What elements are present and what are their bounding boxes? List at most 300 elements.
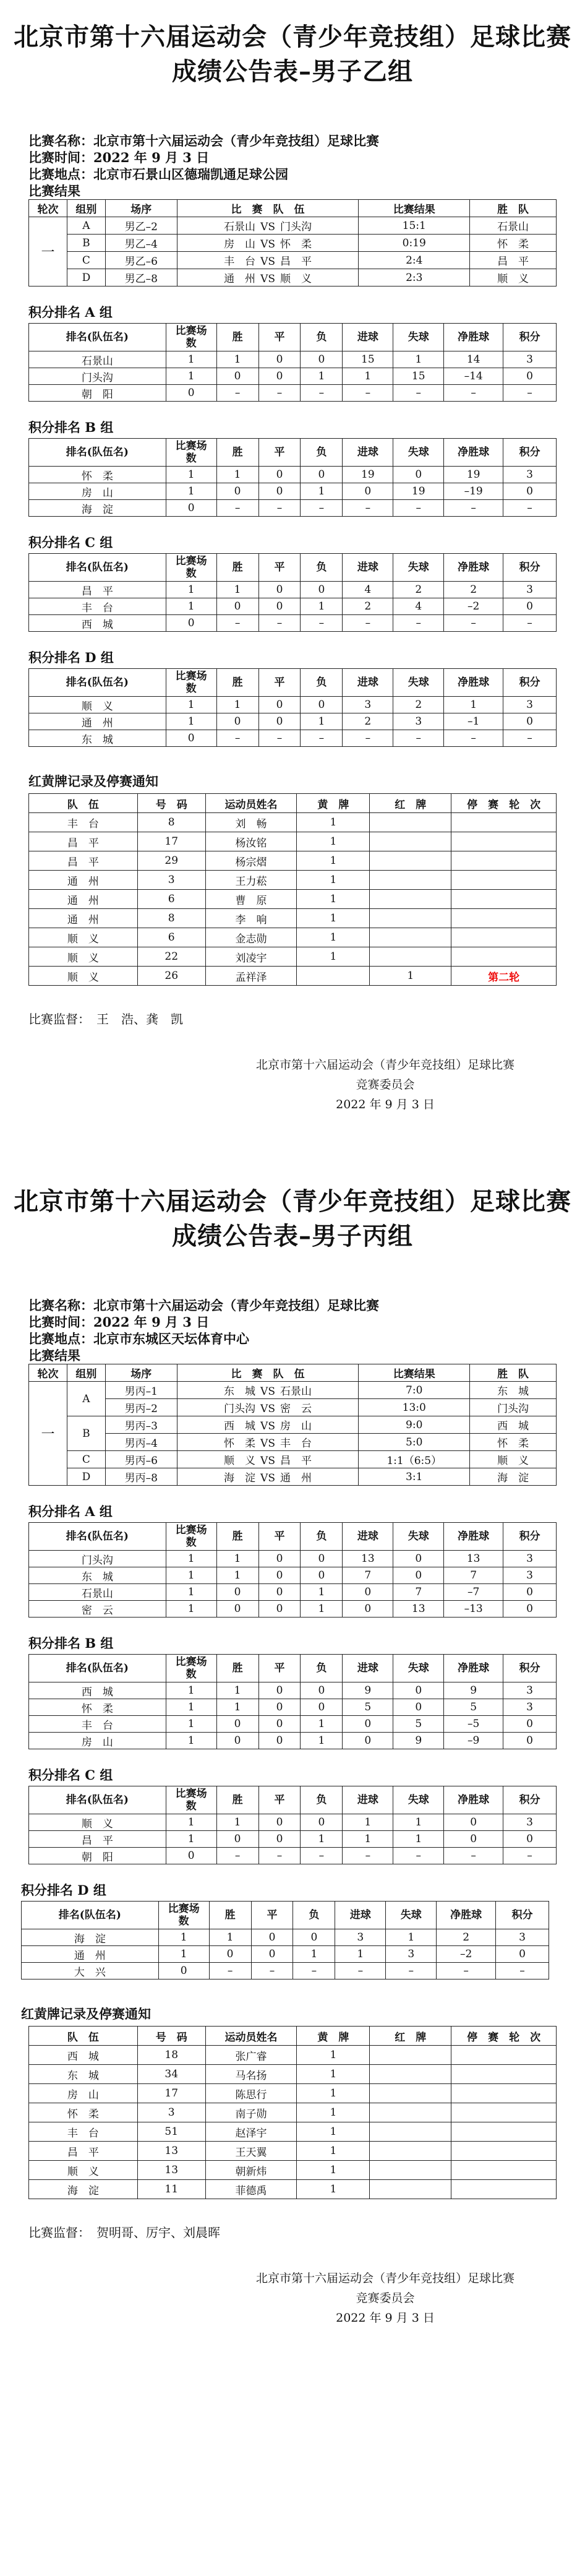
card-cell: 1 [297, 2065, 370, 2084]
standings-table [21, 1901, 549, 1979]
standings-cell: –9 [444, 1733, 503, 1749]
suspension-cell [451, 2180, 557, 2199]
results-col-header: 比 赛 队 伍 [177, 200, 359, 217]
match-name [0, 1297, 585, 1314]
card-cell: 昌 平 [29, 2142, 138, 2161]
standings-cell: 3 [393, 713, 444, 730]
table-row [22, 1946, 549, 1963]
table-row [29, 385, 557, 402]
winner-cell: 怀 柔 [470, 235, 557, 252]
vs-label: VS [260, 1437, 275, 1450]
suspension-cell [451, 909, 557, 928]
table-row [29, 1434, 557, 1451]
match-time [0, 149, 585, 166]
standings-cell: – [258, 1848, 301, 1864]
standings-cell: 0 [258, 1814, 301, 1831]
winner-cell: 门头沟 [470, 1399, 557, 1416]
standings-col-header: 排名(队伍名) [29, 1786, 166, 1814]
standings-col-header: 净胜球 [444, 1786, 503, 1814]
standings-cell: 0 [166, 1848, 216, 1864]
standings-cell: 1 [166, 483, 216, 500]
card-header: 红黄牌记录及停赛通知 [28, 773, 158, 789]
standings-group-title: 积分排名 D 组 [28, 650, 114, 665]
standings-cell: 1 [301, 713, 343, 730]
standings-cell: – [496, 1963, 549, 1979]
card-cell: 丰 台 [29, 2122, 138, 2142]
standings-cell: – [503, 615, 557, 632]
results-header-row [29, 1364, 557, 1382]
standings-cell: 0 [258, 598, 301, 615]
winner-cell: 顺 义 [470, 269, 557, 286]
standings-cell: 0 [393, 1551, 444, 1567]
card-cell: 1 [297, 947, 370, 967]
card-cell [370, 909, 451, 928]
table-row [29, 368, 557, 385]
score-cell: 0:19 [359, 235, 470, 252]
standings-cell: 1 [216, 1567, 258, 1584]
table-row [29, 598, 557, 615]
standings-group-title: 积分排名 C 组 [28, 535, 113, 550]
standings-col-header: 失球 [393, 1655, 444, 1682]
standings-cell: 0 [166, 385, 216, 402]
standings-cell: 19 [444, 467, 503, 483]
standings-col-header: 排名(队伍名) [29, 554, 166, 582]
teams-cell [177, 235, 359, 252]
standings-cell: – [393, 385, 444, 402]
table-row [29, 467, 557, 483]
standings-col-header: 失球 [393, 439, 444, 467]
standings-col-header: 排名(队伍名) [29, 1523, 166, 1551]
teams-cell [177, 1416, 359, 1434]
group-cell: D [67, 1468, 105, 1486]
suspension-cell [451, 2122, 557, 2142]
table-row [29, 1468, 557, 1486]
standings-cell: 15 [343, 351, 393, 368]
table-row [29, 713, 557, 730]
standings-cell: 3 [503, 1814, 557, 1831]
card-cell: 王天翼 [205, 2142, 297, 2161]
match-place-label: 比赛地点： [28, 1331, 93, 1346]
table-row [29, 947, 557, 967]
standings-cell: 1 [216, 697, 258, 713]
standings-cell: 西 城 [29, 1682, 166, 1699]
standings-cell: 石景山 [29, 351, 166, 368]
card-cell [370, 832, 451, 851]
card-col-header: 号 码 [137, 794, 205, 813]
card-col-header: 黄 牌 [297, 2027, 370, 2046]
table-row [29, 235, 557, 252]
table-row [29, 2122, 557, 2142]
card-cell: 顺 义 [29, 967, 138, 986]
table-row [29, 1567, 557, 1584]
table-row [22, 1963, 549, 1979]
suspension-cell [451, 2065, 557, 2084]
standings-table [28, 1654, 557, 1749]
standings-cell: – [444, 615, 503, 632]
standings-cell: 0 [301, 351, 343, 368]
standings-cell: – [503, 385, 557, 402]
standings-cell: 西 城 [29, 615, 166, 632]
team-b: 顺 义 [280, 273, 312, 285]
card-cell [370, 2084, 451, 2103]
card-cell: 陈思行 [205, 2084, 297, 2103]
standings-cell: – [301, 500, 343, 517]
standings-col-header: 净胜球 [444, 1655, 503, 1682]
suspension-cell [451, 2084, 557, 2103]
standings-cell: 2 [343, 713, 393, 730]
standings-cell: 1 [216, 1814, 258, 1831]
standings-col-header: 进球 [343, 324, 393, 351]
standings-col-header: 进球 [343, 554, 393, 582]
standings-group-title: 积分排名 A 组 [28, 304, 113, 320]
team-a: 怀 柔 [224, 1437, 256, 1450]
standings-col-header: 胜 [216, 1786, 258, 1814]
title-line-2: 成绩公告表–男子乙组 [172, 57, 413, 86]
standings-cell: 2 [437, 1929, 496, 1946]
standings-col-header: 积分 [503, 439, 557, 467]
standings-col-header: 比赛场数 [166, 1655, 216, 1682]
section-boys-c [0, 1163, 585, 2574]
standings-cell: 5 [393, 1716, 444, 1733]
card-table [28, 2026, 557, 2199]
standings-cell: 1 [158, 1946, 209, 1963]
vs-label: VS [260, 1420, 275, 1432]
standings-col-header: 比赛场数 [158, 1902, 209, 1929]
standings-cell: 0 [258, 1733, 301, 1749]
card-cell: 29 [137, 851, 205, 871]
standings-cell: 1 [166, 1831, 216, 1848]
table-row [29, 2103, 557, 2122]
team-a: 房 山 [224, 238, 256, 251]
team-a: 顺 义 [224, 1455, 256, 1467]
team-b: 昌 平 [280, 1455, 312, 1467]
seq-cell: 男乙–4 [105, 235, 177, 252]
standings-cell: 0 [166, 500, 216, 517]
score-cell: 3:1 [359, 1468, 470, 1486]
suspension-cell [451, 928, 557, 947]
standings-cell: 3 [503, 351, 557, 368]
results-col-header: 场序 [105, 1364, 177, 1382]
standings-cell: 0 [258, 467, 301, 483]
winner-cell: 石景山 [470, 217, 557, 235]
standings-cell: –7 [444, 1584, 503, 1601]
card-cell: 51 [137, 2122, 205, 2142]
footer-org: 北京市第十六届运动会（青少年竞技组）足球比赛 [255, 2272, 515, 2285]
standings-col-header: 失球 [393, 669, 444, 697]
standings-cell: 1 [166, 1584, 216, 1601]
standings-cell: 5 [343, 1699, 393, 1716]
standings-cell: 0 [393, 1682, 444, 1699]
card-col-header: 红 牌 [370, 794, 451, 813]
table-row [29, 730, 557, 747]
standings-table [28, 1522, 557, 1618]
standings-group-title: 积分排名 B 组 [28, 1635, 114, 1651]
standings-cell: – [444, 730, 503, 747]
standings-cell: 1 [301, 1716, 343, 1733]
standings-cell: 0 [503, 1601, 557, 1618]
score-cell: 2:4 [359, 252, 470, 269]
standings-cell: – [343, 730, 393, 747]
standings-cell: –14 [444, 368, 503, 385]
standings-cell: 0 [503, 1716, 557, 1733]
standings-cell: 19 [343, 467, 393, 483]
table-row [29, 2065, 557, 2084]
standings-cell: 0 [158, 1963, 209, 1979]
footer-date: 2022 年 9 月 3 日 [336, 1098, 435, 1111]
standings-col-header: 胜 [216, 554, 258, 582]
card-cell [370, 2161, 451, 2180]
standings-cell: 1 [444, 697, 503, 713]
group-cell: C [67, 1451, 105, 1468]
standings-cell: 0 [258, 1716, 301, 1733]
standings-cell: 0 [503, 598, 557, 615]
standings-cell: 1 [301, 1831, 343, 1848]
winner-cell: 东 城 [470, 1382, 557, 1399]
vs-label: VS [260, 221, 275, 233]
card-cell: 1 [297, 2142, 370, 2161]
card-cell [370, 871, 451, 890]
standings-cell: 0 [258, 582, 301, 598]
vs-label: VS [260, 273, 275, 285]
standings-col-header: 胜 [216, 324, 258, 351]
table-row [29, 890, 557, 909]
standings-cell: 1 [166, 1733, 216, 1749]
standings-col-header: 负 [301, 324, 343, 351]
standings-table [28, 323, 557, 402]
standings-cell: 1 [301, 598, 343, 615]
standings-cell: 1 [216, 1699, 258, 1716]
standings-col-header: 负 [301, 439, 343, 467]
match-name-value: 北京市第十六届运动会（青少年竞技组）足球比赛 [93, 133, 379, 149]
standings-cell: 0 [216, 1584, 258, 1601]
card-cell: 杨宗熠 [205, 851, 297, 871]
standings-cell: 0 [258, 1601, 301, 1618]
winner-cell: 昌 平 [470, 252, 557, 269]
card-col-header: 队 伍 [29, 2027, 138, 2046]
card-cell: 1 [297, 2046, 370, 2065]
card-cell: 房 山 [29, 2084, 138, 2103]
standings-cell: 1 [166, 1567, 216, 1584]
standings-cell: – [343, 615, 393, 632]
group-cell: C [67, 252, 105, 269]
score-cell: 7:0 [359, 1382, 470, 1399]
standings-col-header: 胜 [216, 1655, 258, 1682]
vs-label: VS [260, 1403, 275, 1415]
seq-cell: 男丙–6 [105, 1451, 177, 1468]
standings-cell: 9 [343, 1682, 393, 1699]
card-cell: 1 [297, 2084, 370, 2103]
standings-col-header: 排名(队伍名) [29, 1655, 166, 1682]
team-a: 丰 台 [224, 256, 256, 268]
card-cell: 1 [297, 2122, 370, 2142]
match-name-value: 北京市第十六届运动会（青少年竞技组）足球比赛 [93, 1298, 379, 1313]
standings-col-header: 比赛场数 [166, 669, 216, 697]
standings-col-header: 积分 [496, 1902, 549, 1929]
standings-col-header: 失球 [393, 1786, 444, 1814]
standings-cell: 丰 台 [29, 1716, 166, 1733]
score-cell: 1:1（6:5） [359, 1451, 470, 1468]
standings-cell: – [343, 500, 393, 517]
table-row [29, 615, 557, 632]
standings-cell: 0 [393, 467, 444, 483]
card-cell: 刘凌宇 [205, 947, 297, 967]
footer-committee: 竞赛委员会 [356, 2291, 415, 2305]
suspension-cell [451, 890, 557, 909]
card-cell: 王力菘 [205, 871, 297, 890]
team-a: 门头沟 [224, 1403, 256, 1415]
standings-col-header: 平 [258, 554, 301, 582]
teams-cell [177, 1399, 359, 1416]
table-row [29, 851, 557, 871]
card-col-header: 黄 牌 [297, 794, 370, 813]
standings-cell: – [503, 1848, 557, 1864]
teams-cell [177, 1468, 359, 1486]
card-cell: 1 [297, 890, 370, 909]
standings-cell: – [258, 385, 301, 402]
standings-cell: – [301, 730, 343, 747]
card-cell: 6 [137, 928, 205, 947]
score-cell: 15:1 [359, 217, 470, 235]
standings-cell: 怀 柔 [29, 1699, 166, 1716]
card-header-row [29, 794, 557, 813]
match-time-label: 比赛时间： [28, 1314, 93, 1330]
standings-cell: – [301, 615, 343, 632]
team-b: 昌 平 [280, 256, 312, 268]
standings-col-header: 净胜球 [444, 324, 503, 351]
standings-cell: 0 [258, 1699, 301, 1716]
standings-cell: – [258, 500, 301, 517]
seq-cell: 男乙–2 [105, 217, 177, 235]
table-row [29, 217, 557, 235]
card-cell [370, 851, 451, 871]
title-line-1: 北京市第十六届运动会（青少年竞技组）足球比赛 [14, 22, 571, 51]
standings-col-header: 积分 [503, 554, 557, 582]
card-cell: 张广睿 [205, 2046, 297, 2065]
standings-cell: 1 [301, 1584, 343, 1601]
seq-cell: 男丙–4 [105, 1434, 177, 1451]
standings-cell: 0 [258, 351, 301, 368]
card-cell: 东 城 [29, 2065, 138, 2084]
standings-cell: – [343, 385, 393, 402]
standings-cell: 1 [158, 1929, 209, 1946]
card-cell: 11 [137, 2180, 205, 2199]
standings-col-header: 进球 [343, 1655, 393, 1682]
card-cell [370, 2122, 451, 2142]
standings-col-header: 净胜球 [444, 669, 503, 697]
standings-cell: –5 [444, 1716, 503, 1733]
card-table [28, 793, 557, 986]
table-row [29, 871, 557, 890]
footer-date: 2022 年 9 月 3 日 [336, 2311, 435, 2325]
standings-cell: 3 [503, 1699, 557, 1716]
standings-header-row [29, 439, 557, 467]
standings-cell: 7 [343, 1567, 393, 1584]
table-row [29, 2046, 557, 2065]
table-row [29, 1682, 557, 1699]
standings-cell: 1 [343, 368, 393, 385]
standings-cell: 4 [343, 582, 393, 598]
supervisor: 比赛监督： 王 浩、龚 凯 [28, 1012, 183, 1027]
match-time-value: 2022 年 9 月 3 日 [93, 150, 210, 165]
teams-cell [177, 217, 359, 235]
match-time [0, 1314, 585, 1330]
standings-cell: – [216, 500, 258, 517]
standings-cell: 0 [503, 368, 557, 385]
round-cell: 一 [29, 1382, 67, 1486]
table-row [29, 483, 557, 500]
standings-cell: 1 [343, 1814, 393, 1831]
standings-cell: – [503, 500, 557, 517]
card-cell: 6 [137, 890, 205, 909]
standings-cell: – [216, 385, 258, 402]
standings-col-header: 进球 [343, 1786, 393, 1814]
card-cell: 刘 畅 [205, 813, 297, 832]
standings-cell: – [503, 730, 557, 747]
card-cell: 菲德禹 [205, 2180, 297, 2199]
standings-cell: 0 [343, 483, 393, 500]
standings-cell: 0 [216, 598, 258, 615]
card-col-header: 运动员姓名 [205, 794, 297, 813]
standings-cell: 0 [258, 713, 301, 730]
card-cell: 南子勋 [205, 2103, 297, 2122]
team-b: 房 山 [280, 1420, 312, 1432]
suspension-cell [451, 2161, 557, 2180]
table-row [29, 1699, 557, 1716]
standings-cell: 门头沟 [29, 368, 166, 385]
group-cell: A [67, 217, 105, 235]
group-cell: D [67, 269, 105, 286]
table-row [29, 1382, 557, 1399]
team-b: 门头沟 [280, 221, 312, 233]
table-row [29, 2161, 557, 2180]
standings-cell: – [216, 615, 258, 632]
standings-cell: – [335, 1963, 386, 1979]
standings-cell: – [216, 730, 258, 747]
card-cell: 西 城 [29, 2046, 138, 2065]
standings-cell: 7 [444, 1567, 503, 1584]
results-col-header: 胜 队 [470, 200, 557, 217]
standings-cell: 2 [444, 582, 503, 598]
standings-cell: 2 [343, 598, 393, 615]
standings-col-header: 胜 [209, 1902, 251, 1929]
standings-col-header: 比赛场数 [166, 439, 216, 467]
standings-col-header: 排名(队伍名) [29, 439, 166, 467]
card-cell [370, 2180, 451, 2199]
results-col-header: 轮次 [29, 200, 67, 217]
table-row [29, 813, 557, 832]
score-cell: 9:0 [359, 1416, 470, 1434]
standings-cell: 0 [216, 1831, 258, 1848]
standings-cell: 昌 平 [29, 582, 166, 598]
standings-cell: 0 [216, 368, 258, 385]
table-row [29, 252, 557, 269]
title-line-2: 成绩公告表–男子丙组 [172, 1221, 413, 1251]
card-cell [370, 2046, 451, 2065]
card-cell: 昌 平 [29, 851, 138, 871]
group-cell: B [67, 235, 105, 252]
standings-cell: 0 [301, 1551, 343, 1567]
standings-container [0, 286, 585, 747]
card-cell: 朝新炜 [205, 2161, 297, 2180]
suspension-cell [451, 2103, 557, 2122]
standings-cell: – [251, 1963, 293, 1979]
standings-cell: 0 [343, 1733, 393, 1749]
table-row [29, 582, 557, 598]
standings-cell: – [301, 385, 343, 402]
seq-cell: 男丙–2 [105, 1399, 177, 1416]
standings-cell: 0 [301, 1682, 343, 1699]
standings-cell: 13 [444, 1551, 503, 1567]
